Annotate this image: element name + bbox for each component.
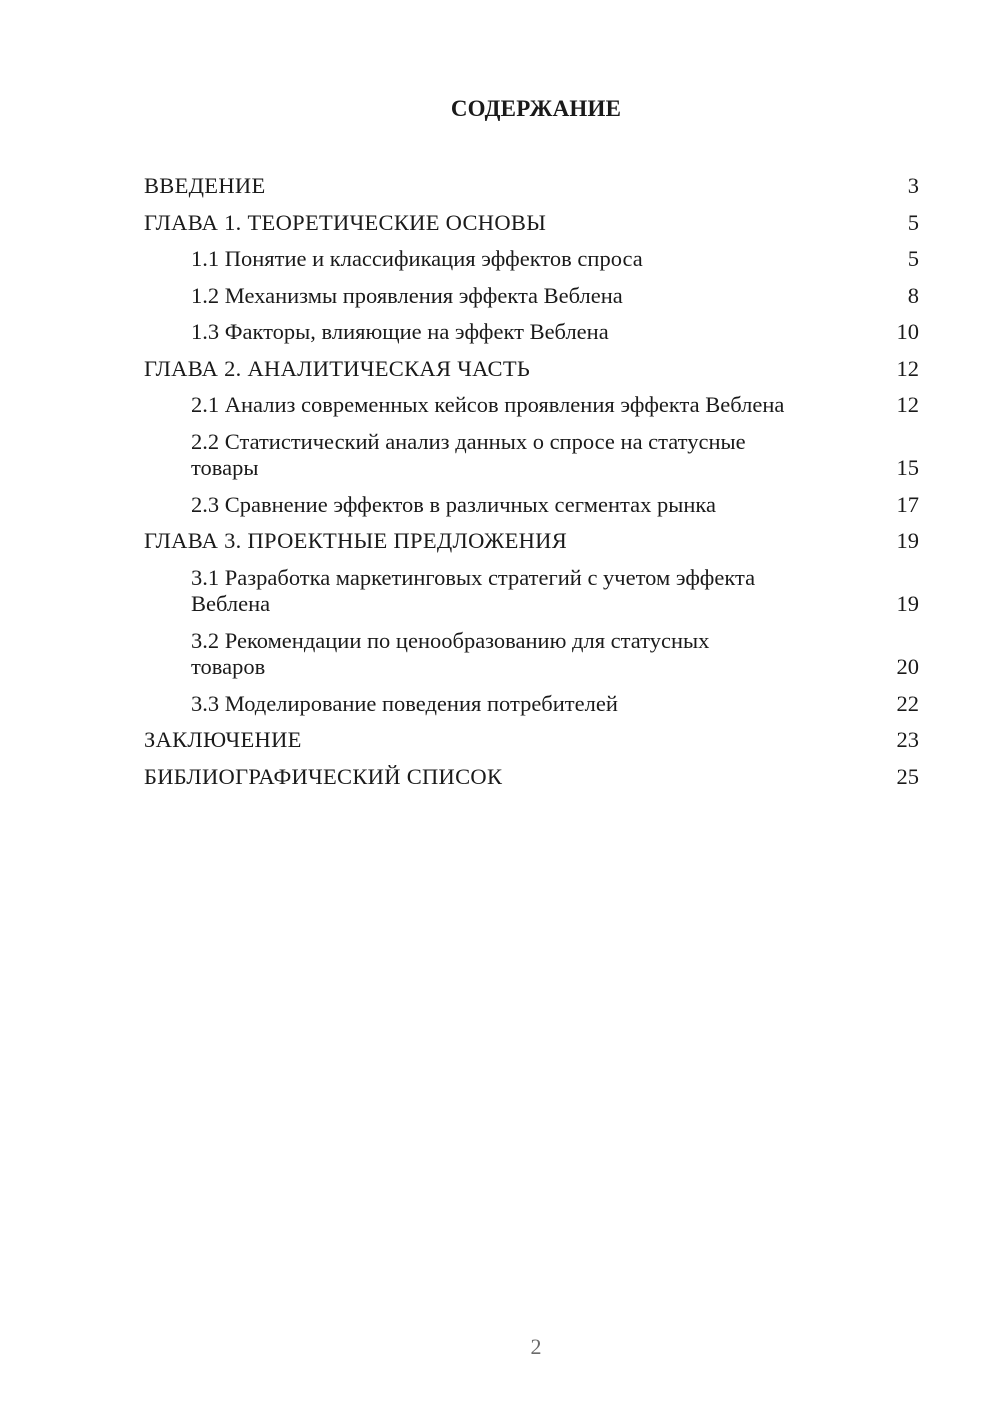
toc-entry-section-3-3[interactable]	[144, 686, 919, 723]
toc-entry-label: 2.1 Анализ современных кейсов проявления эффекта Веблена	[191, 392, 785, 417]
toc-entry-label: 1.1 Понятие и классификация эффектов спроса	[191, 246, 643, 271]
page-title: СОДЕРЖАНИЕ	[450, 96, 622, 121]
toc-entry-page: 15	[896, 455, 919, 480]
toc-entry-section-2-2[interactable]	[144, 424, 919, 487]
toc-entry-page: 17	[896, 491, 919, 517]
toc-entry-page: 5	[907, 246, 919, 271]
toc-entry-label: ГЛАВА 3. ПРОЕКТНЫЕ ПРЕДЛОЖЕНИЯ	[144, 528, 568, 553]
table-of-contents	[144, 168, 919, 795]
toc-entry-label: 2.3 Сравнение эффектов в различных сегментах рынка	[191, 491, 716, 517]
toc-entry-section-1-3[interactable]	[144, 314, 919, 351]
toc-entry-page: 8	[907, 282, 919, 308]
page-number: 2	[530, 1334, 542, 1359]
toc-entry-chapter-2[interactable]	[144, 351, 919, 388]
toc-entry-label: 2.2 Статистический анализ данных о спросе на статусные товары	[191, 428, 746, 480]
toc-entry-label: 3.2 Рекомендации по ценообразованию для статусных товаров	[191, 627, 710, 679]
toc-entry-page: 25	[896, 763, 919, 789]
toc-entry-label: ЗАКЛЮЧЕНИЕ	[144, 727, 302, 752]
toc-entry-section-3-1[interactable]	[144, 560, 919, 623]
toc-entry-label: БИБЛИОГРАФИЧЕСКИЙ СПИСОК	[144, 763, 503, 789]
toc-entry-bibliography[interactable]	[144, 759, 919, 796]
toc-entry-page: 12	[896, 392, 919, 417]
toc-entry-section-2-3[interactable]	[144, 487, 919, 524]
toc-entry-section-1-1[interactable]	[144, 241, 919, 278]
toc-entry-section-3-2[interactable]	[144, 623, 919, 686]
toc-entry-page: 22	[896, 690, 919, 716]
toc-entry-conclusion[interactable]	[144, 722, 919, 759]
toc-entry-label: 3.1 Разработка маркетинговых стратегий с учетом эффекта Веблена	[191, 564, 756, 616]
toc-entry-page: 23	[896, 727, 919, 752]
toc-entry-label: ГЛАВА 2. АНАЛИТИЧЕСКАЯ ЧАСТЬ	[144, 355, 531, 381]
toc-entry-page: 12	[896, 355, 919, 381]
toc-entry-page: 20	[896, 654, 919, 679]
toc-entry-chapter-1[interactable]	[144, 205, 919, 242]
toc-entry-label: 1.3 Факторы, влияющие на эффект Веблена	[191, 319, 609, 344]
toc-entry-chapter-3[interactable]	[144, 523, 919, 560]
toc-entry-page: 3	[907, 173, 919, 198]
toc-entry-introduction[interactable]	[144, 168, 919, 205]
toc-entry-section-1-2[interactable]	[144, 278, 919, 315]
toc-entry-page: 10	[896, 319, 919, 344]
toc-entry-label: 1.2 Механизмы проявления эффекта Веблена	[191, 282, 623, 308]
toc-entry-page: 5	[907, 209, 919, 235]
toc-entry-label: ГЛАВА 1. ТЕОРЕТИЧЕСКИЕ ОСНОВЫ	[144, 209, 547, 235]
toc-entry-label: ВВЕДЕНИЕ	[144, 173, 266, 198]
toc-entry-label: 3.3 Моделирование поведения потребителей	[191, 690, 618, 716]
toc-entry-page: 19	[896, 591, 919, 616]
toc-entry-page: 19	[896, 528, 919, 553]
toc-entry-section-2-1[interactable]	[144, 387, 919, 424]
